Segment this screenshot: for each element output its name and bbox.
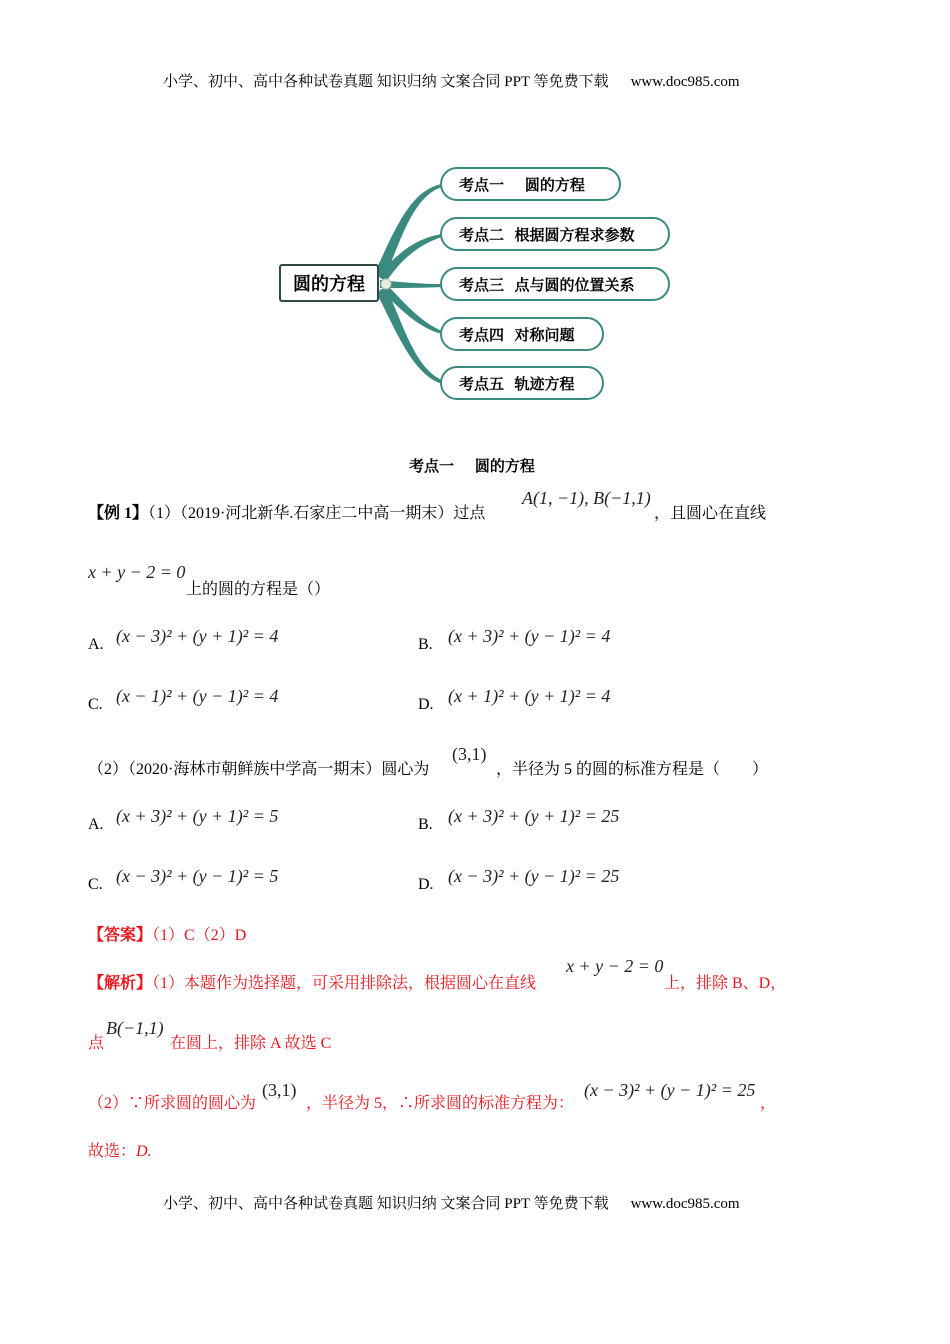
header-site: www.doc985.com bbox=[630, 74, 740, 90]
analysis-p2b: ，半径为 5，∴所求圆的标准方程为： bbox=[306, 1095, 575, 1112]
q1-option-a[interactable]: (x − 3)² + (y + 1)² = 4 bbox=[116, 626, 279, 646]
analysis-line-eq: x + y − 2 = 0 bbox=[566, 956, 664, 976]
analysis-p3-text: 故选： bbox=[88, 1143, 137, 1160]
analysis-p2c: ， bbox=[760, 1095, 777, 1112]
q1-option-d-label: D. bbox=[418, 696, 434, 713]
page-footer bbox=[163, 1192, 740, 1213]
analysis-p2a: （2）∵所求圆的圆心为 bbox=[88, 1095, 257, 1112]
q1-line-eq: x + y − 2 = 0 bbox=[88, 562, 186, 582]
analysis-p3 bbox=[88, 1138, 152, 1161]
q1-option-b[interactable]: (x + 3)² + (y − 1)² = 4 bbox=[448, 626, 611, 646]
analysis-p1b: 上，排除 B、D， bbox=[664, 975, 787, 992]
analysis-p1d: 在圆上，排除 A 故选 C bbox=[170, 1035, 332, 1052]
answer-line bbox=[88, 922, 246, 945]
answer-text: （1）C（2）D bbox=[152, 927, 247, 944]
analysis-p1c: 点 bbox=[88, 1035, 105, 1052]
analysis-line1 bbox=[88, 970, 536, 993]
q1-prefix: （1）（2019·河北新华.石家庄二中高一期末）过点 bbox=[148, 505, 486, 522]
analysis-p1a: （1）本题作为选择题，可采用排除法，根据圆心在直线 bbox=[152, 975, 537, 992]
analysis-eq: (x − 3)² + (y − 1)² = 25 bbox=[584, 1080, 756, 1100]
q2-option-c-label: C. bbox=[88, 876, 103, 893]
header-text: 小学、初中、高中各种试卷真题 知识归纳 文案合同 PPT 等免费下载 bbox=[163, 74, 609, 90]
mindmap-node-1: 考点一 圆的方程 bbox=[440, 167, 621, 201]
footer-site: www.doc985.com bbox=[630, 1196, 740, 1212]
q2-center: (3,1) bbox=[452, 744, 487, 764]
analysis-p3-ans: D. bbox=[136, 1143, 152, 1160]
analysis-point: B(−1,1) bbox=[106, 1018, 164, 1038]
q2-suffix: ，半径为 5 的圆的标准方程是（ ） bbox=[496, 761, 769, 778]
q2-prefix: （2）（2020·海林市朝鲜族中学高一期末）圆心为 bbox=[88, 761, 430, 778]
mindmap-node-3: 考点三 点与圆的位置关系 bbox=[440, 267, 670, 301]
q2-option-d-label: D. bbox=[418, 876, 434, 893]
q2-option-c[interactable]: (x − 3)² + (y − 1)² = 5 bbox=[116, 866, 279, 886]
q1-tail: 上的圆的方程是（） bbox=[186, 581, 331, 598]
mindmap-node-5: 考点五 轨迹方程 bbox=[440, 366, 604, 400]
section-title: 考点一 圆的方程 bbox=[409, 457, 535, 475]
mindmap-node-2: 考点二 根据圆方程求参数 bbox=[440, 217, 670, 251]
q1-points: A(1, −1), B(−1,1) bbox=[522, 488, 651, 508]
q2-option-b-label: B. bbox=[418, 816, 433, 833]
example-tag: 【例 1】 bbox=[88, 505, 149, 522]
q2-option-a-label: A. bbox=[88, 816, 104, 833]
mindmap-center: 圆的方程 bbox=[279, 264, 379, 302]
q1-suffix: ，且圆心在直线 bbox=[654, 505, 767, 522]
analysis-center: (3,1) bbox=[262, 1080, 297, 1100]
mindmap-branches bbox=[0, 0, 950, 420]
footer-text: 小学、初中、高中各种试卷真题 知识归纳 文案合同 PPT 等免费下载 bbox=[163, 1196, 609, 1212]
q1-option-c-label: C. bbox=[88, 696, 103, 713]
example1-q1-line1 bbox=[88, 500, 485, 523]
q1-option-c[interactable]: (x − 1)² + (y − 1)² = 4 bbox=[116, 686, 279, 706]
q2-option-b[interactable]: (x + 3)² + (y + 1)² = 25 bbox=[448, 806, 620, 826]
answer-tag: 【答案】 bbox=[88, 927, 153, 944]
q1-option-b-label: B. bbox=[418, 636, 433, 653]
analysis-tag: 【解析】 bbox=[88, 975, 153, 992]
q1-option-a-label: A. bbox=[88, 636, 104, 653]
q2-option-d[interactable]: (x − 3)² + (y − 1)² = 25 bbox=[448, 866, 620, 886]
q1-option-d[interactable]: (x + 1)² + (y + 1)² = 4 bbox=[448, 686, 611, 706]
q2-option-a[interactable]: (x + 3)² + (y + 1)² = 5 bbox=[116, 806, 279, 826]
mindmap-node-4: 考点四 对称问题 bbox=[440, 317, 604, 351]
